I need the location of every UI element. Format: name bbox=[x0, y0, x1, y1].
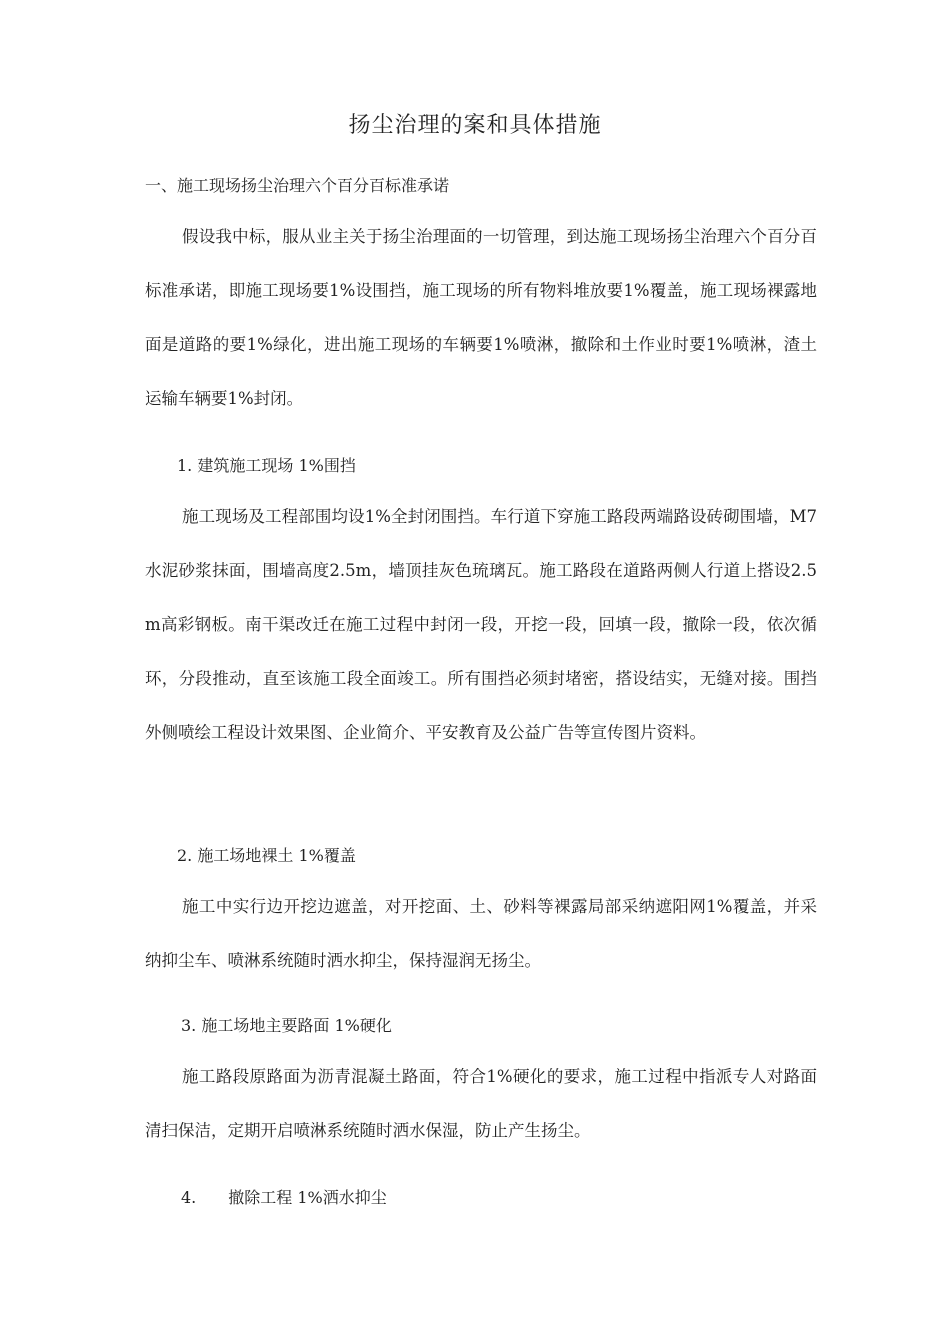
item-heading-1: 1. 建筑施工现场 1%围挡 bbox=[177, 456, 356, 475]
intro-paragraph: 假设我中标，服从业主关于扬尘治理面的一切管理，到达施工现场扬尘治理六个百分百标准承诺，即施工现场要1%设围挡，施工现场的所有物料堆放要1%覆盖，施工现场裸露地面是道路的要1%绿化，进出施工现场的车辆要1%喷淋，撤除和土作业时要1%喷淋，渣土运输车辆要1%封闭。 bbox=[145, 227, 817, 408]
section-heading: 一、施工现场扬尘治理六个百分百标准承诺 bbox=[145, 176, 450, 195]
item-body-3: 施工路段原路面为沥青混凝土路面，符合1%硬化的要求，施工过程中指派专人对路面清扫保洁，定期开启喷淋系统随时洒水保湿，防止产生扬尘。 bbox=[145, 1067, 817, 1140]
item-body-2: 施工中实行边开挖边遮盖，对开挖面、土、砂料等裸露局部采纳遮阳网1%覆盖，并采纳抑尘车、喷淋系统随时洒水抑尘，保持湿润无扬尘。 bbox=[145, 897, 817, 970]
item-heading-2: 2. 施工场地裸土 1%覆盖 bbox=[177, 846, 356, 865]
item-heading-4: 4. 撤除工程 1%洒水抑尘 bbox=[181, 1188, 387, 1207]
item-heading-3: 3. 施工场地主要路面 1%硬化 bbox=[181, 1016, 392, 1035]
document-title: 扬尘治理的案和具体措施 bbox=[348, 113, 602, 138]
item-body-1: 施工现场及工程部围均设1%全封闭围挡。车行道下穿施工路段两端路设砖砌围墙，M7水泥砂浆抹面，围墙高度2.5m，墙顶挂灰色琉璃瓦。施工路段在道路两侧人行道上搭设2.5m高彩钢板。南干渠改迁在施工过程中封闭一段，开挖一段，回填一段，撤除一段，依次循环，分段推动，直至该施工段全面竣工。所有围挡必须封堵密，搭设结实，无缝对接。围挡外侧喷绘工程设计效果图、企业简介、平安教育及公益广告等宣传图片资料。 bbox=[145, 507, 817, 742]
